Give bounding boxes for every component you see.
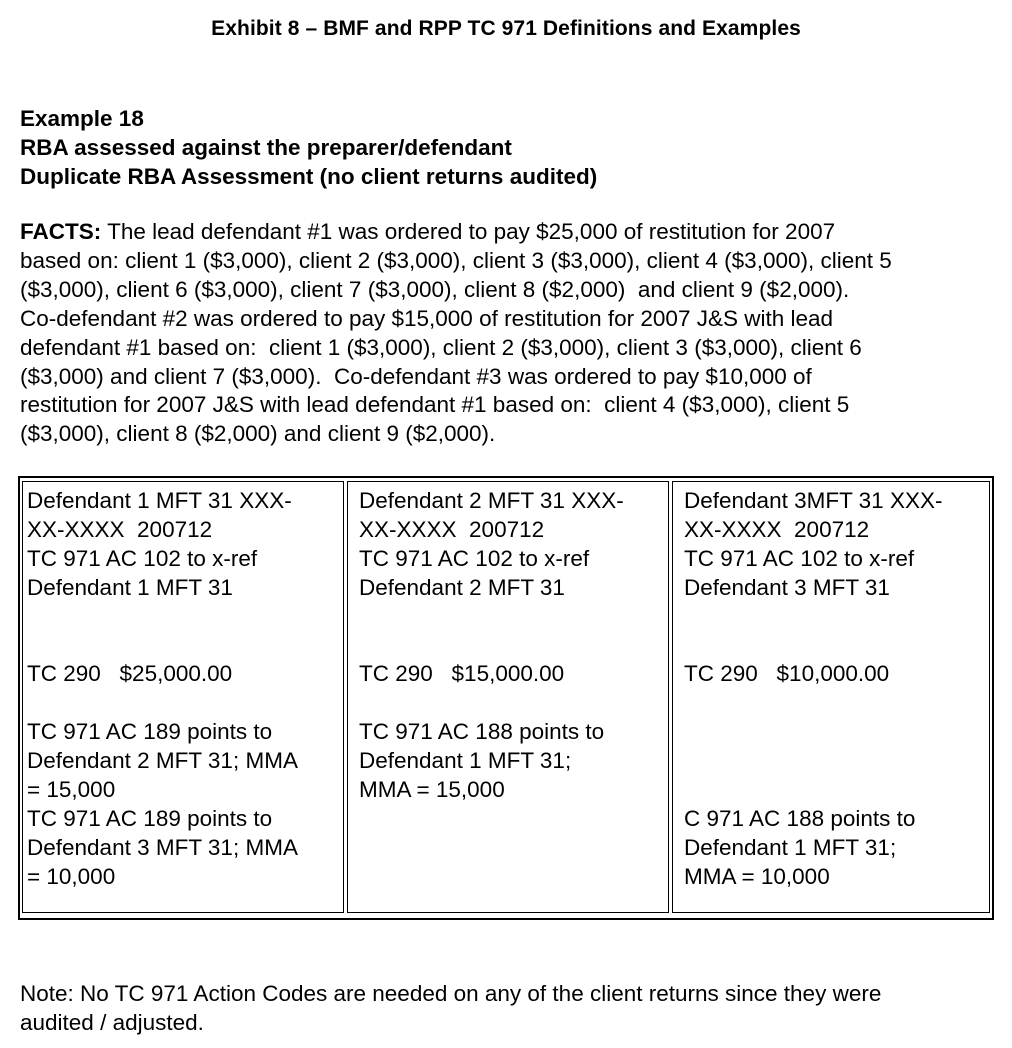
facts-line: ($3,000) and client 7 ($3,000). Co-defendant #3 was ordered to pay $10,000 of	[20, 363, 812, 389]
exhibit-title: Exhibit 8 – BMF and RPP TC 971 Definitions and Examples	[211, 17, 801, 40]
cell-line: Defendant 3 MFT 31	[684, 574, 890, 600]
facts-line: ($3,000), client 6 ($3,000), client 7 ($3,000), client 8 ($2,000) and client 9 ($2,000).	[20, 276, 850, 302]
facts-line: based on: client 1 ($3,000), client 2 ($3,000), client 3 ($3,000), client 4 ($3,000), client 5	[20, 247, 892, 273]
cell-line: Defendant 3MFT 31 XXX-	[684, 488, 943, 513]
cell-line: Defendant 2 MFT 31 XXX-	[359, 488, 624, 513]
cell-line: C 971 AC 188 points to	[684, 805, 916, 831]
cell-line: = 10,000	[27, 863, 116, 889]
cell-line	[27, 603, 343, 632]
note-paragraph	[20, 980, 1000, 1038]
cell-line	[684, 689, 989, 718]
cell-line	[684, 718, 989, 747]
example-subtitle-2: Duplicate RBA Assessment (no client returns audited)	[20, 164, 598, 189]
cell-line	[684, 776, 989, 805]
cell-line: MMA = 15,000	[359, 777, 505, 803]
cell-line: TC 290 $10,000.00	[684, 661, 890, 687]
cell-line: TC 971 AC 102 to x-ref	[27, 545, 258, 571]
cell-line: TC 971 AC 189 points to	[27, 719, 273, 745]
cell-line: Defendant 3 MFT 31; MMA	[27, 834, 298, 860]
facts-line: restitution for 2007 J&S with lead defendant #1 based on: client 4 ($3,000), client 5	[20, 392, 850, 418]
example-subtitle-1: RBA assessed against the preparer/defendant	[20, 135, 512, 160]
cell-line: MMA = 10,000	[684, 863, 830, 889]
cell-line: XX-XXXX 200712	[27, 516, 213, 542]
cell-line: TC 971 AC 188 points to	[359, 719, 605, 745]
cell-line: TC 971 AC 102 to x-ref	[684, 545, 915, 571]
cell-line: Defendant 1 MFT 31;	[684, 834, 897, 860]
cell-line: = 15,000	[27, 777, 116, 803]
facts-line-text: The lead defendant #1 was ordered to pay $25,000 of restitution for 2007	[101, 219, 836, 244]
note-line: Note: No TC 971 Action Codes are needed on any of the client returns since they were	[20, 981, 882, 1006]
cell-line: TC 971 AC 102 to x-ref	[359, 545, 590, 571]
example-heading	[20, 104, 597, 191]
facts-label: FACTS:	[20, 219, 102, 244]
facts-line: ($3,000), client 8 ($2,000) and client 9 ($2,000).	[20, 421, 496, 447]
cell-line	[684, 632, 989, 661]
cell-line	[359, 805, 668, 834]
cell-line	[27, 689, 343, 718]
cell-line: TC 971 AC 189 points to	[27, 805, 273, 831]
facts-line: Co-defendant #2 was ordered to pay $15,000 of restitution for 2007 J&S with lead	[20, 305, 834, 331]
cell-line	[359, 863, 668, 892]
cell-line: TC 290 $25,000.00	[27, 661, 233, 687]
cell-line	[359, 603, 668, 632]
cell-line	[359, 689, 668, 718]
facts-line	[20, 218, 1000, 247]
cell-line: Defendant 2 MFT 31	[359, 574, 565, 600]
defendant-2-cell	[347, 481, 669, 913]
facts-paragraph	[20, 218, 1000, 449]
cell-line: XX-XXXX 200712	[359, 516, 545, 542]
cell-line	[359, 632, 668, 661]
cell-line: TC 290 $15,000.00	[359, 661, 565, 687]
defendant-3-cell	[672, 481, 990, 913]
cell-line: Defendant 1 MFT 31;	[359, 748, 572, 774]
cell-line: Defendant 1 MFT 31 XXX-	[27, 488, 292, 513]
cell-line	[27, 632, 343, 661]
cell-line	[684, 747, 989, 776]
cell-line: XX-XXXX 200712	[684, 516, 870, 542]
cell-line: Defendant 1 MFT 31	[27, 574, 233, 600]
cell-line	[684, 603, 989, 632]
defendant-1-cell	[22, 481, 344, 913]
defendant-table	[18, 476, 994, 920]
cell-line: Defendant 2 MFT 31; MMA	[27, 748, 298, 774]
example-number: Example 18	[20, 106, 144, 131]
note-line: audited / adjusted.	[20, 1009, 204, 1035]
cell-line	[359, 834, 668, 863]
facts-line: defendant #1 based on: client 1 ($3,000), client 2 ($3,000), client 3 ($3,000), client 6	[20, 334, 862, 360]
